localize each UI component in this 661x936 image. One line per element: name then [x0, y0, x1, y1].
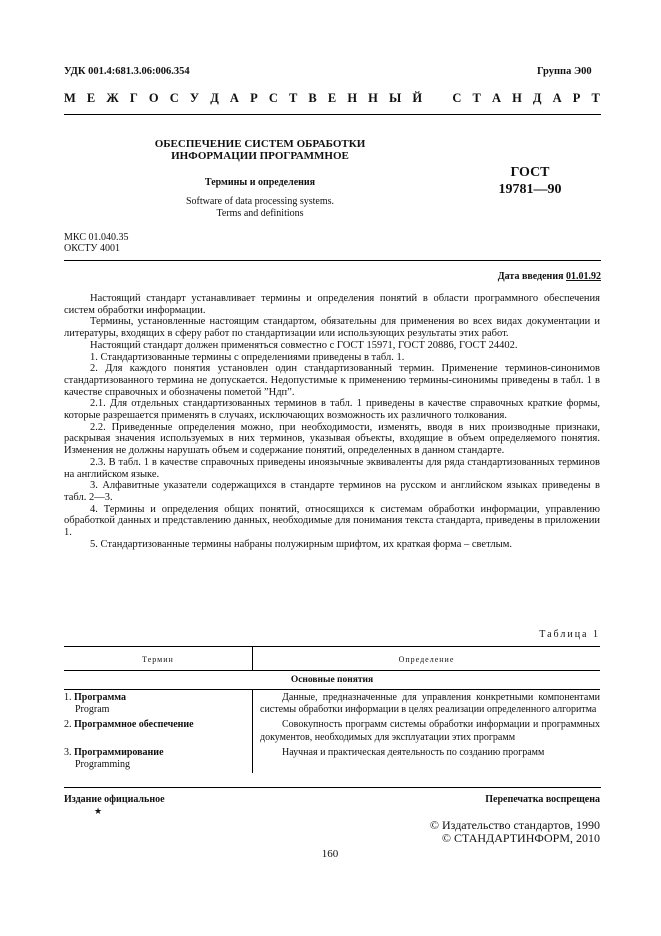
title-line-1: ОБЕСПЕЧЕНИЕ СИСТЕМ ОБРАБОТКИ [154, 138, 366, 150]
heading-letter: Н [368, 91, 378, 105]
heading-letter: В [308, 91, 317, 105]
heading-letter: Ж [106, 91, 119, 105]
body-paragraph: Настоящий стандарт устанавливает термины и определения понятий в области программного обеспечения систем обработки информации. [64, 293, 600, 316]
body-paragraph: Настоящий стандарт должен применяться совместно с ГОСТ 15971, ГОСТ 20886, ГОСТ 24402. [90, 339, 518, 351]
group-code: Группа Э00 [537, 66, 592, 77]
term-cell [64, 747, 252, 771]
heading-letter: У [189, 91, 200, 105]
english-title [120, 196, 400, 220]
term-english: Program [75, 704, 110, 716]
table-row [64, 747, 600, 771]
term-english: Programming [75, 759, 130, 771]
body-text [64, 293, 600, 550]
heading-letter: Д [532, 91, 542, 105]
term-name: Программирование [74, 746, 164, 758]
standard-type-heading [64, 91, 600, 106]
heading-letter: М [64, 91, 76, 105]
term-name: Программное обеспечение [74, 719, 194, 731]
heading-letter: Р [572, 91, 581, 105]
classification-rule [64, 260, 601, 261]
copyright-block [400, 819, 600, 845]
english-title-line-2: Terms and definitions [216, 208, 304, 219]
heading-letter: А [552, 91, 562, 105]
copyright-line-1: © Издательство стандартов, 1990 [429, 818, 600, 832]
term-line [64, 719, 252, 731]
copyright-line-2: © СТАНДАРТИНФОРМ, 2010 [441, 831, 600, 845]
classification-codes [64, 232, 128, 254]
body-paragraph: 2.2. Приведенные определения можно, при необходимости, изменять, вводя в них производные признаки, раскрывая значения используемых в них терминов, указывая объекты, входящие в объем определяемого понятия. Изменения не должны нарушать объем и содержание понятий, определенных в данном стандарте. [64, 421, 600, 457]
heading-letter: С [169, 91, 179, 105]
column-header-definition: Определение [398, 655, 455, 664]
term-cell [64, 692, 252, 716]
gost-number: 19781—90 [498, 182, 562, 197]
official-edition: Издание официальное [64, 794, 165, 805]
heading-letter: Й [412, 91, 423, 105]
heading-letter: А [491, 91, 501, 105]
reprint-notice: Перепечатка воспрещена [485, 794, 600, 805]
heading-letter: Р [250, 91, 258, 105]
heading-letter: Н [347, 91, 358, 105]
table-section-title: Основные понятия [290, 675, 374, 685]
star-icon: ★ [94, 806, 103, 816]
column-header-term: Термин [142, 655, 174, 664]
body-paragraph: 2. Для каждого понятия установлен один стандартизованный термин. Применение терминов-синонимов стандартизованного термина не допускается. Недопустимые к применению термины-синонимы приведены в табл. 1 в качестве справочных и обозначены пометой ”Ндп”. [64, 363, 600, 398]
term-number: 3. [64, 746, 72, 758]
introduction-date [444, 271, 601, 282]
body-paragraph: Термины, установленные настоящим стандартом, обязательны для применения во всех видах документации и литературы, входящих в сферу работ по стандартизации или использующих результаты этих работ. [64, 316, 600, 340]
english-title-line-1: Software of data processing systems. [185, 196, 335, 207]
heading-letter: Ы [389, 91, 402, 105]
body-paragraph: 1. Стандартизованные термины с определениями приведены в табл. 1. [90, 351, 405, 363]
term-line [64, 692, 252, 704]
table-header [64, 646, 600, 671]
term-number: 2. [64, 719, 72, 731]
definition-cell: Совокупность программ системы обработки информации и программных документов, необходимых для эксплуатации этих программ [260, 719, 600, 743]
heading-letter: С [268, 91, 278, 105]
document-subtitle: Термины и определения [204, 177, 316, 188]
heading-letter: Т [591, 91, 600, 105]
heading-letter: Т [288, 91, 298, 105]
table-body-divider [252, 690, 253, 773]
date-value: 01.01.92 [566, 271, 601, 282]
heading-letter: О [148, 91, 159, 105]
heading-letter: А [229, 91, 239, 105]
title-line-2: ИНФОРМАЦИИ ПРОГРАММНОЕ [171, 150, 349, 162]
definition-cell: Данные, предназначенные для управления конкретными компонентами системы обработки информации в целях реализации определенного алгоритма [260, 692, 600, 716]
term-cell [64, 719, 252, 743]
table-row [64, 719, 600, 743]
page-number: 160 [321, 848, 339, 860]
body-paragraph: 2.1. Для отдельных стандартизованных терминов в табл. 1 приведены в качестве справочных краткие формы, которые разрешается применять в случаях, исключающих возможность их различного толкования. [64, 398, 600, 422]
body-paragraph: 5. Стандартизованные термины набраны полужирным шрифтом, их краткая форма – светлым. [90, 538, 512, 550]
term-number: 1. [64, 692, 72, 703]
heading-letter: Н [512, 91, 522, 105]
heading-letter: Д [210, 91, 219, 105]
definition-cell: Научная и практическая деятельность по созданию программ [282, 746, 545, 758]
heading-letter: Е [86, 91, 96, 105]
heading-letter [433, 91, 441, 106]
gost-label: ГОСТ [510, 165, 550, 180]
table-row [64, 692, 600, 716]
body-paragraph: 2.3. В табл. 1 в качестве справочных приведены иноязычные эквиваленты для ряда стандартизованных терминов на английском языке. [64, 456, 600, 480]
heading-letter: Т [472, 91, 481, 105]
udk-code: УДК 001.4:681.3.06:006.354 [64, 66, 190, 77]
term-line [64, 747, 252, 759]
heading-letter: Е [327, 91, 337, 105]
heading-letter: Г [129, 91, 138, 105]
body-paragraph: 3. Алфавитные указатели содержащихся в стандарте терминов на русском и английском языках приведены в табл. 2—3. [64, 480, 600, 503]
okstu-code: ОКСТУ 4001 [64, 243, 121, 254]
body-paragraph: 4. Термины и определения общих понятий, относящихся к системам обработки информации, управлению обработкой данных и представлению данных, необходимые для понимания текста стандарта, приведены в приложении 1. [64, 503, 600, 539]
date-label: Дата введения [497, 271, 564, 282]
term-name: Программа [74, 692, 126, 703]
gost-designation [480, 164, 580, 198]
table-body [64, 689, 600, 771]
footer-rule [64, 787, 601, 788]
heading-letter: С [452, 91, 462, 105]
mks-code: МКС 01.040.35 [64, 232, 129, 243]
document-title [120, 138, 400, 162]
table-caption: Таблица 1 [539, 629, 600, 640]
header-rule [64, 114, 601, 115]
